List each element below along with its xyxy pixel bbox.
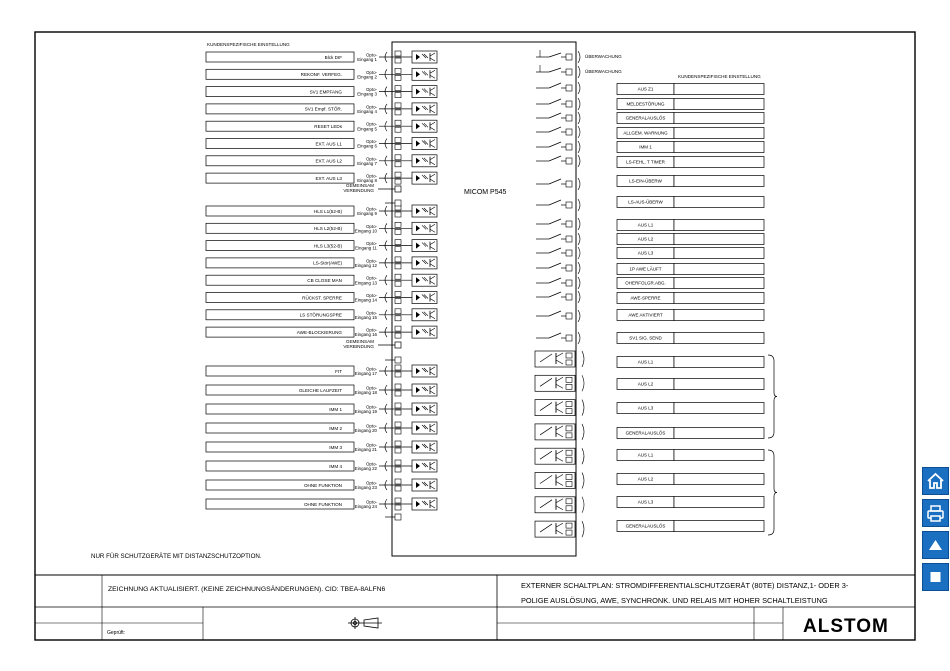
- optocoupler-icon: [412, 479, 437, 491]
- optocoupler-icon: [412, 257, 437, 269]
- optocoupler-icon: [412, 138, 437, 150]
- hs-output-row: [617, 521, 764, 532]
- output-label: LS-FEHL. T TIMER: [626, 159, 665, 165]
- output-row: [617, 293, 764, 304]
- optocoupler-icon: [412, 309, 437, 321]
- output-label: LS-EIN-ÜBERW: [629, 178, 662, 184]
- input-label: LS-Stör(AWE): [313, 260, 342, 266]
- home-icon: [923, 468, 948, 494]
- output-row: [617, 142, 764, 153]
- optocoupler-icon: [412, 274, 437, 286]
- input-label: OHNE FUNKTION: [303, 501, 342, 507]
- group-brace: [768, 450, 777, 535]
- hs-custom-box: [674, 521, 764, 532]
- hs-output-row: [617, 474, 764, 485]
- common-connection-label: GEMEINSAM VERBINDUNG: [343, 182, 374, 193]
- input-label: EXT. AUS L3: [315, 175, 342, 181]
- high-break-contact-icon: [535, 448, 584, 464]
- opto-label: Opto-Eingang 13: [354, 275, 377, 286]
- hs-output-row: [617, 428, 764, 439]
- opto-label: Opto-Eingang 7: [357, 156, 377, 166]
- output-label: AUS L2: [637, 236, 654, 242]
- hs-custom-box: [674, 403, 764, 414]
- output-custom-box: [674, 128, 764, 139]
- input-label: AWE-BLOCKIERUNG: [296, 329, 342, 335]
- optocoupler-icon: [412, 205, 437, 217]
- output-label: IMM 1: [639, 144, 652, 150]
- hs-output-row: [617, 357, 764, 368]
- watch-label-2: ÜBERWACHUNG: [585, 69, 622, 74]
- left-header-title: KUNDENSPEZIFISCHE EINSTELLUNG: [207, 42, 290, 47]
- input-label: IMM 2: [329, 425, 342, 431]
- opto-label: Opto-Eingang 6: [357, 139, 377, 149]
- output-label: ALLGEM. WARNUNG: [623, 130, 668, 136]
- output-custom-box: [674, 264, 764, 275]
- high-break-contact-icon: [535, 473, 584, 489]
- hs-output-row: [617, 497, 764, 508]
- high-break-contact-icon: [535, 400, 584, 416]
- hs-output-row: [617, 379, 764, 390]
- opto-label: Opto-Eingang 2: [357, 69, 377, 80]
- output-row: [617, 157, 764, 168]
- hs-output-label: AUS L1: [637, 452, 654, 458]
- input-label: HLS L2(52-B): [313, 226, 342, 232]
- revision-note: ZEICHNUNG AKTUALISIERT. (KEINE ZEICHNUNGSÄNDERUNGEN). CID: TBEA-8ALFN6: [108, 586, 386, 593]
- opto-label: Opto-Eingang 16: [354, 327, 377, 338]
- output-custom-box: [674, 197, 764, 208]
- output-label: OHERFOLGR.ABG.: [625, 280, 666, 286]
- output-row: [617, 278, 764, 289]
- output-label: GENERALAUSLÖS: [625, 115, 666, 121]
- input-label: HLS L1(52-B): [313, 208, 342, 214]
- optocoupler-icon: [412, 222, 437, 234]
- output-custom-box: [674, 310, 764, 321]
- stop-icon: [923, 564, 948, 590]
- input-label: LS STÖRUNGSPRE: [299, 312, 342, 318]
- hs-output-row: [617, 450, 764, 461]
- input-label: Blck DIF: [324, 54, 342, 60]
- input-label: EXT. AUS L1: [315, 141, 342, 147]
- opto-label: Opto-Eingang 8: [357, 173, 377, 184]
- opto-label: Opto-Eingang 4: [357, 104, 377, 115]
- output-custom-box: [674, 234, 764, 245]
- input-label: IMM 3: [329, 444, 342, 450]
- optocoupler-icon: [412, 172, 437, 184]
- scroll-up-button[interactable]: [922, 531, 949, 559]
- optocoupler-icon: [412, 498, 437, 510]
- optocoupler-icon: [412, 103, 437, 115]
- output-label: AWE-SPERRE: [630, 295, 661, 301]
- opto-label: Opto-Eingang 1: [357, 52, 377, 63]
- output-custom-box: [674, 293, 764, 304]
- output-label: AUS Z1: [637, 86, 654, 92]
- hs-output-label: AUS L2: [637, 476, 654, 482]
- hs-custom-box: [674, 497, 764, 508]
- opto-label: Opto-Eingang 10: [354, 223, 377, 234]
- print-button[interactable]: [922, 499, 949, 527]
- opto-label: Opto-Eingang 3: [357, 87, 377, 97]
- output-row: [617, 220, 764, 231]
- output-custom-box: [674, 220, 764, 231]
- output-label: AWE AKTIVIERT: [628, 312, 663, 318]
- output-label: 1P AWE LÄUFT: [629, 266, 662, 272]
- output-row: [617, 197, 764, 208]
- input-label: EXT. AUS L2: [315, 158, 342, 164]
- hs-custom-box: [674, 357, 764, 368]
- output-custom-box: [674, 142, 764, 153]
- company-logo: ALSTOM: [803, 616, 889, 637]
- optocoupler-icon: [412, 326, 437, 338]
- output-row: [617, 128, 764, 139]
- opto-label: Opto-Eingang 23: [354, 480, 377, 491]
- projection-symbol-icon: [348, 617, 382, 629]
- input-label: FIT: [335, 368, 342, 374]
- input-label: IMM 4: [329, 463, 342, 469]
- output-row: [617, 264, 764, 275]
- optocoupler-icon: [412, 240, 437, 252]
- hs-output-label: AUS L3: [637, 405, 654, 411]
- input-label: OHNE FUNKTION: [303, 482, 342, 488]
- optocoupler-icon: [412, 441, 437, 453]
- high-break-contact-icon: [535, 351, 584, 367]
- opto-label: Opto-Eingang 11: [355, 241, 377, 251]
- hs-output-label: AUS L3: [637, 499, 654, 505]
- input-label: HLS L3(52-B): [313, 243, 342, 249]
- checked-label: Geprüft:: [107, 630, 126, 636]
- input-label: RESET LEDs: [314, 124, 342, 129]
- output-label: AUS L1: [637, 222, 654, 228]
- output-label: SV1 SIG. SEND: [629, 335, 662, 341]
- optocoupler-icon: [412, 120, 437, 132]
- print-icon: [923, 500, 948, 526]
- opto-label: Opto-Eingang 9: [357, 206, 377, 217]
- output-custom-box: [674, 84, 764, 95]
- watch-label-1: ÜBERWACHUNG: [585, 54, 622, 59]
- high-break-contact-icon: [535, 521, 584, 537]
- output-custom-box: [674, 176, 764, 187]
- hs-output-label: GENERALAUSLÖS: [625, 523, 666, 529]
- output-row: [617, 113, 764, 124]
- output-label: MELDESTÖRUNG: [626, 101, 665, 107]
- common-connection-label: GEMEINSAM VERBINDUNG: [343, 338, 374, 349]
- hs-output-label: GENERALAUSLÖS: [625, 430, 666, 436]
- output-custom-box: [674, 157, 764, 168]
- output-row: [617, 176, 764, 187]
- output-row: [617, 310, 764, 321]
- output-label: AUS L3: [637, 250, 654, 256]
- opto-label: Opto-Eingang 24: [354, 499, 377, 510]
- optocoupler-icon: [412, 51, 437, 63]
- title-line-2: POLIGE AUSLÖSUNG, AWE, SYNCHRONK. UND RELAIS MIT HOHER SCHALTLEISTUNG: [521, 596, 828, 605]
- hs-custom-box: [674, 428, 764, 439]
- output-row: [617, 84, 764, 95]
- output-custom-box: [674, 99, 764, 110]
- opto-label: Opto-Eingang 18: [354, 385, 377, 396]
- device-name: MICOM P545: [464, 189, 507, 196]
- optocoupler-icon: [412, 460, 437, 472]
- optocoupler-icon: [412, 86, 437, 98]
- optocoupler-icon: [412, 155, 437, 167]
- output-row: [617, 99, 764, 110]
- arrow-up-icon: [923, 532, 948, 558]
- hs-output-label: AUS L1: [637, 359, 654, 365]
- opto-label: Opto-Eingang 5: [357, 121, 377, 132]
- opto-label: Opto-Eingang 12: [354, 258, 377, 269]
- output-row: [617, 248, 764, 259]
- output-custom-box: [674, 333, 764, 344]
- high-break-contact-icon: [535, 497, 584, 513]
- opto-label: Opto-Eingang 14: [354, 293, 377, 303]
- optocoupler-icon: [412, 365, 437, 377]
- opto-label: Opto-Eingang 20: [354, 423, 377, 434]
- right-header-title: KUNDENSPEZIFISCHE EINSTELLUNG: [678, 74, 761, 79]
- optocoupler-icon: [412, 292, 437, 304]
- hs-output-label: AUS L2: [637, 381, 654, 387]
- output-row: [617, 333, 764, 344]
- optocoupler-icon: [412, 68, 437, 80]
- hs-custom-box: [674, 450, 764, 461]
- home-button[interactable]: [922, 467, 949, 495]
- output-custom-box: [674, 278, 764, 289]
- stop-button[interactable]: [922, 563, 949, 591]
- opto-label: Opto-Eingang 21: [354, 442, 377, 453]
- input-label-box: [206, 366, 354, 376]
- input-label: RÜCKST. SPERRE: [302, 295, 342, 301]
- hs-custom-box: [674, 379, 764, 390]
- group-brace: [768, 355, 777, 438]
- output-custom-box: [674, 248, 764, 259]
- opto-label: Opto-Eingang 19: [354, 404, 377, 415]
- input-label: IMM 1: [329, 406, 342, 412]
- hs-custom-box: [674, 474, 764, 485]
- input-label: CB CLOSE MAN: [307, 278, 342, 283]
- input-label: SV1 Empf. STÖR.: [304, 106, 342, 112]
- high-break-contact-icon: [535, 424, 584, 440]
- output-custom-box: [674, 113, 764, 124]
- output-label: LS-AUS-ÜBERW: [628, 199, 663, 205]
- opto-label: Opto-Eingang 17: [354, 366, 377, 377]
- input-label: SV1 EMPFANG: [309, 89, 342, 95]
- input-label: GLEICHE LAUFZEIT: [298, 387, 342, 393]
- title-block: [35, 575, 915, 640]
- opto-label: Opto-Eingang 15: [354, 310, 377, 320]
- optocoupler-icon: [412, 403, 437, 415]
- output-row: [617, 234, 764, 245]
- opto-label: Opto-Eingang 22: [354, 461, 377, 472]
- optocoupler-icon: [412, 422, 437, 434]
- input-label: REKONF. VERFEG.: [300, 72, 342, 78]
- high-break-contact-icon: [535, 375, 584, 391]
- hs-output-row: [617, 403, 764, 414]
- title-line-1: EXTERNER SCHALTPLAN: STROMDIFFERENTIALSCHUTZGERÄT (80TE) DISTANZ,1- ODER 3-: [521, 581, 849, 590]
- optocoupler-icon: [412, 384, 437, 396]
- footnote: NUR FÜR SCHUTZGERÄTE MIT DISTANZSCHUTZOPTION.: [91, 553, 262, 560]
